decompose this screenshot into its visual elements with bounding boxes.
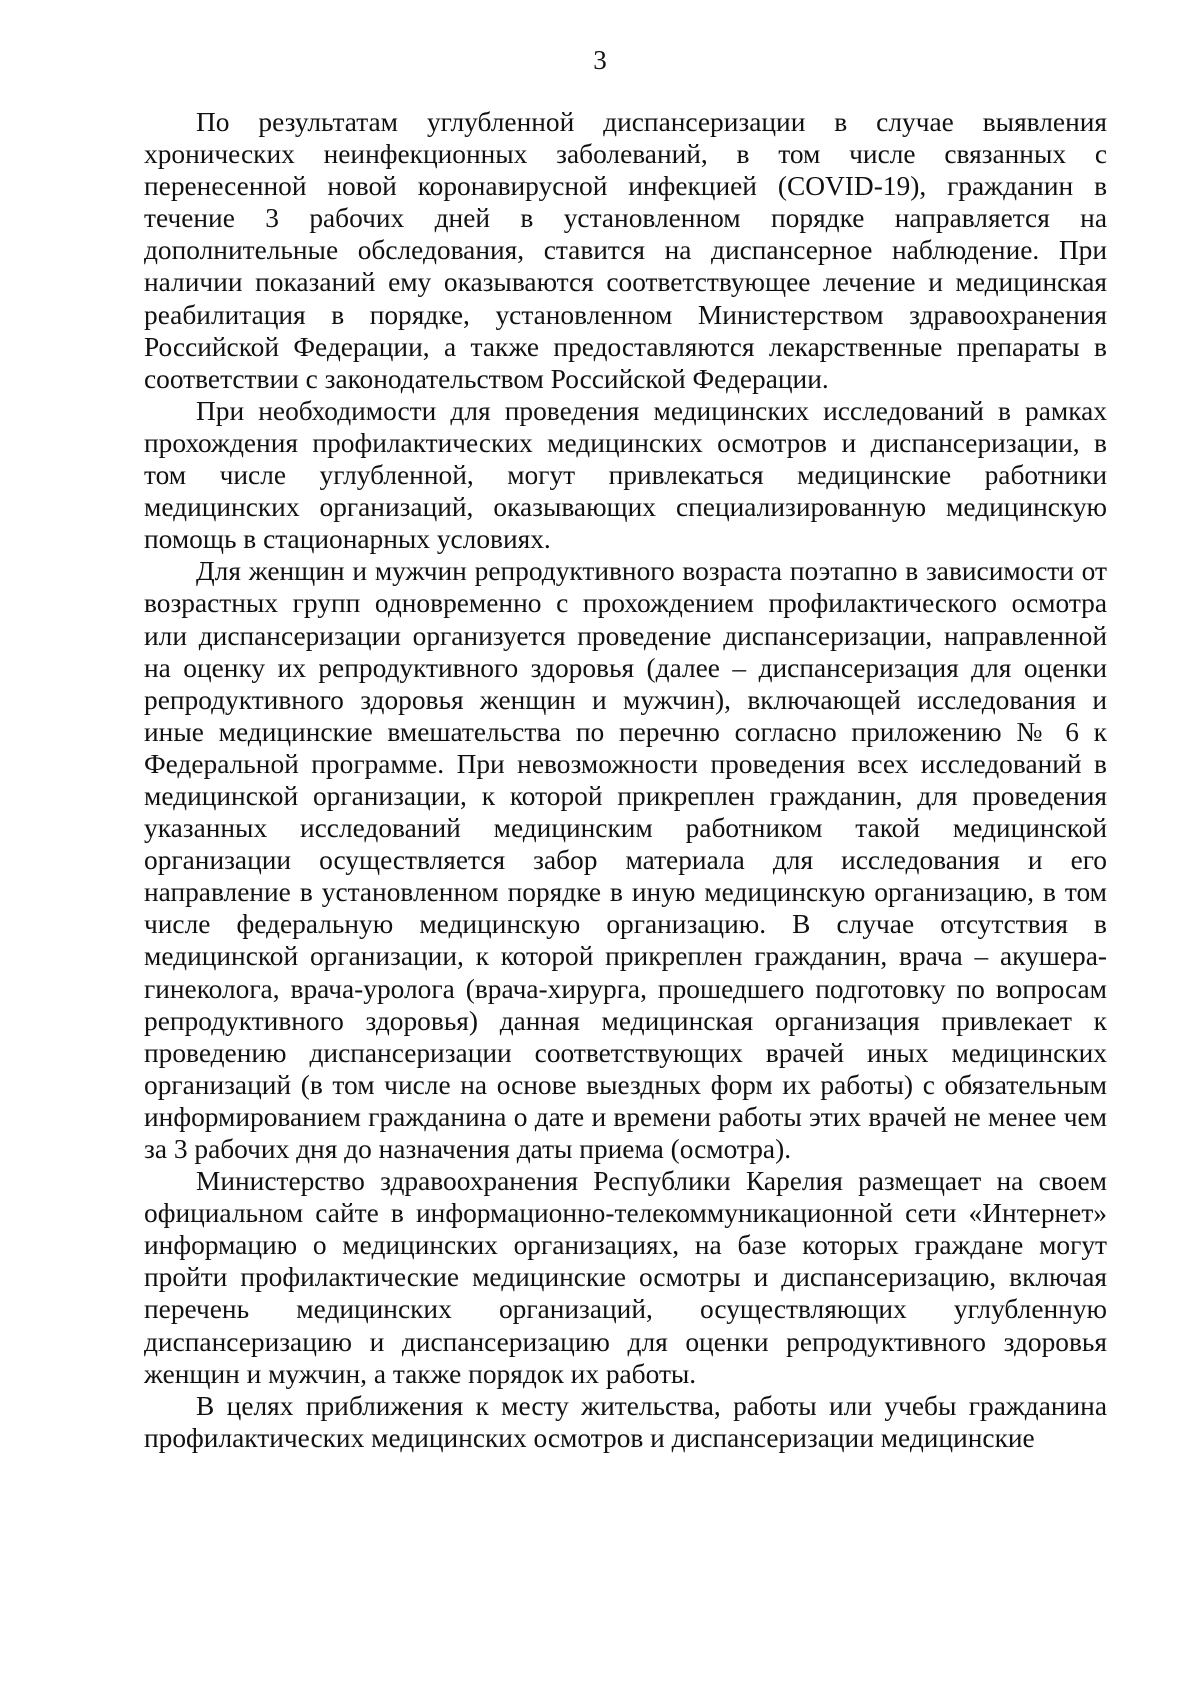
document-body [144, 106, 1107, 1454]
paragraph-deep-checkup-results: По результатам углубленной диспансеризации в случае выявления хронических неинфекционных заболеваний, в том числе связанных с перенесенной новой коронавирусной инфекцией (COVID-19), гражданин в течение 3 рабочих дней в установленном порядке направляется на дополнительные обследования, ставится на диспансерное наблюдение. При наличии показаний ему оказываются соответствующее лечение и медицинская реабилитация в порядке, установленном Министерством здравоохранения Российской Федерации, а также предоставляются лекарственные препараты в соответствии с законодательством Российской Федерации. [144, 107, 1107, 394]
paragraph-specialist-involvement: При необходимости для проведения медицинских исследований в рамках прохождения профилактических медицинских осмотров и диспансеризации, в том числе углубленной, могут привлекаться медицинские работники медицинских организаций, оказывающих специализированную медицинскую помощь в стационарных условиях. [144, 395, 1107, 555]
paragraph-proximity-of-checkups: В целях приближения к месту жительства, работы или учебы гражданина профилактических медицинских осмотров и диспансеризации медицинские [144, 1390, 1107, 1453]
paragraph-ministry-website-info: Министерство здравоохранения Республики Карелия размещает на своем официальном сайте в информационно-телекоммуникационной сети «Интернет» информацию о медицинских организациях, на базе которых граждане могут пройти профилактические медицинские осмотры и диспансеризацию, включая перечень медицинских организаций, осуществляющих углубленную диспансеризацию и диспансеризацию для оценки репродуктивного здоровья женщин и мужчин, а также порядок их работы. [144, 1166, 1107, 1389]
page-number: 3 [593, 45, 607, 75]
paragraph-reproductive-health-checkup: Для женщин и мужчин репродуктивного возраста поэтапно в зависимости от возрастных групп одновременно с прохождением профилактического осмотра или диспансеризации организуется проведение диспансеризации, направленной на оценку их репродуктивного здоровья (далее – диспансеризация для оценки репродуктивного здоровья женщин и мужчин), включающей исследования и иные медицинские вмешательства по перечню согласно приложению № 6 к Федеральной программе. При невозможности проведения всех исследований в медицинской организации, к которой прикреплен гражданин, для проведения указанных исследований медицинским работником такой медицинской организации осуществляется забор материала для исследования и его направление в установленном порядке в иную медицинскую организацию, в том числе федеральную медицинскую организацию. В случае отсутствия в медицинской организации, к которой прикреплен гражданин, врача – акушера-гинеколога, врача-уролога (врача-хирурга, прошедшего подготовку по вопросам репродуктивного здоровья) данная медицинская организация привлекает к проведению диспансеризации соответствующих врачей иных медицинских организаций (в том числе на основе выездных форм их работы) с обязательным информированием гражданина о дате и времени работы этих врачей не менее чем за 3 рабочих дня до назначения даты приема (осмотра). [144, 556, 1107, 1164]
